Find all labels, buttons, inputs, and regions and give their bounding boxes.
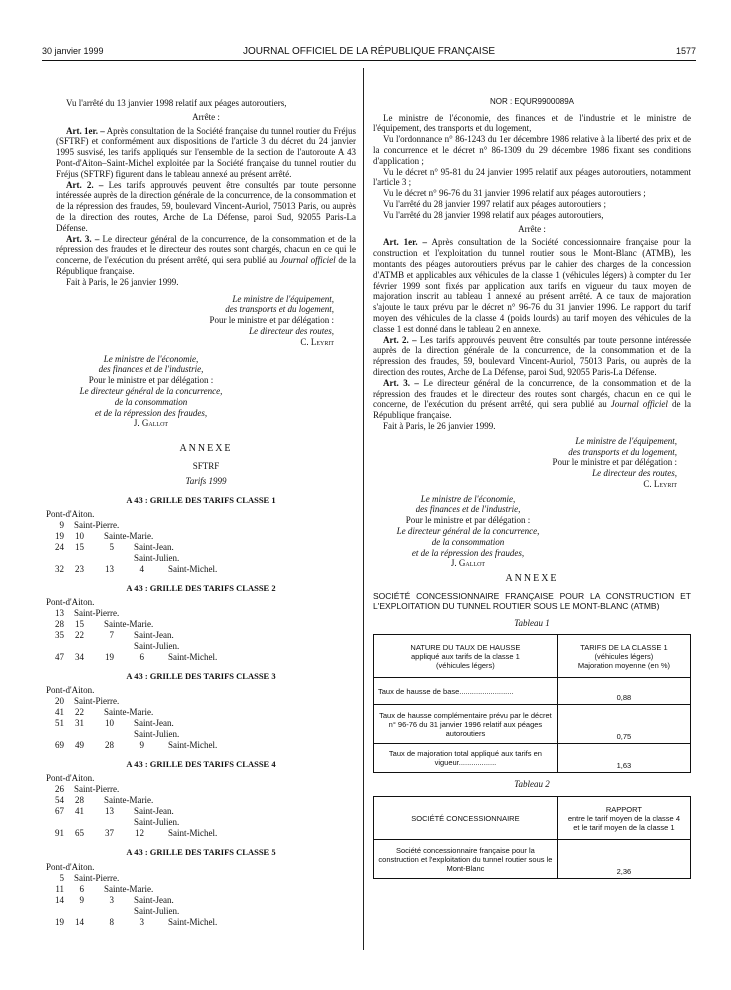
vu-clause: Vu l'ordonnance n° 86-1243 du 1er décembre 1986 relative à la liberté des prix et de la concurrence et le décret n° 86-1309 du 29 décembre 1986 fixant ses conditions d'application ; bbox=[373, 134, 691, 166]
grid-station: Saint-Pierre. bbox=[74, 608, 120, 619]
grid-tariff: 6 bbox=[79, 883, 84, 894]
grid-tariff: 15 bbox=[75, 541, 84, 552]
grid-station: Saint-Michel. bbox=[168, 916, 218, 927]
article-2-text: Les tarifs approuvés peuvent être consultés par toute personne intéressée auprès de la direction générale de la concurrence, de la consommation et de la répression des fraudes, 59, boulevard Vincent-Auriol, 75013 Paris, ou auprès de la direction des routes, Arche de La Défense, paroi Sud, 92055 Paris-La Défense. bbox=[56, 179, 356, 233]
table-row bbox=[374, 840, 691, 879]
grid-tariff: 13 bbox=[105, 563, 114, 574]
header-rule bbox=[42, 60, 696, 61]
arrete-heading: Arrête : bbox=[518, 223, 546, 234]
sftrf-heading: SFTRF bbox=[192, 461, 220, 472]
grid-row bbox=[46, 784, 356, 795]
grid-station: Saint-Pierre. bbox=[74, 784, 120, 795]
grid-station: Saint-Jean. bbox=[134, 718, 174, 729]
grid-tariff: 67 bbox=[55, 806, 64, 817]
grid-station: Sainte-Marie. bbox=[104, 707, 154, 718]
grid-row bbox=[46, 630, 356, 641]
annexe-heading: ANNEXE bbox=[505, 573, 559, 585]
row-label: Taux de majoration total appliqué aux tarifs en vigueur.................. bbox=[374, 744, 558, 773]
grid-tariff: 22 bbox=[75, 630, 84, 641]
grid-tariff: 31 bbox=[75, 718, 84, 729]
sig-line: Le ministre de l'équipement, bbox=[575, 435, 677, 446]
grid-tariff: 51 bbox=[55, 718, 64, 729]
grid-station: Pont-d'Aiton. bbox=[46, 597, 95, 608]
grid-tariff: 47 bbox=[55, 652, 64, 663]
tariff-grid-class-5 bbox=[46, 847, 356, 927]
grid-row bbox=[46, 597, 356, 608]
tariff-grid-class-2 bbox=[46, 583, 356, 663]
grid-tariff: 5 bbox=[59, 872, 64, 883]
signing-date: Fait à Paris, le 26 janvier 1999. bbox=[383, 420, 496, 431]
grid-tariff: 14 bbox=[75, 916, 84, 927]
signature-block-equipment bbox=[373, 436, 691, 490]
grid-row bbox=[46, 873, 356, 884]
sig-line: et de la répression des fraudes, bbox=[411, 547, 525, 558]
grid-station: Saint-Julien. bbox=[134, 552, 180, 563]
grid-station: Sainte-Marie. bbox=[104, 795, 154, 806]
article-3 bbox=[56, 234, 356, 277]
grid-tariff: 9 bbox=[139, 740, 144, 751]
article-1-label: Art. 1er. – bbox=[383, 237, 428, 248]
article-1 bbox=[373, 237, 691, 334]
grid-tariff: 3 bbox=[139, 916, 144, 927]
grid-tariff: 26 bbox=[55, 784, 64, 795]
grid-tariff: 32 bbox=[55, 563, 64, 574]
article-3 bbox=[373, 378, 691, 421]
intro-ministers: Le ministre de l'économie, des finances et de l'industrie et le ministre de l'équipement, des transports et du logement, bbox=[373, 112, 691, 134]
grid-station: Pont-d'Aiton. bbox=[46, 861, 95, 872]
article-3-text-a: Le directeur général de la concurrence, de la consommation et de la répression des fraudes et le directeur des routes sont chargés, chacun en ce qui le concerne, de l'exécution du présent arrêté, qui sera publié au bbox=[373, 377, 691, 410]
grid-station: Saint-Julien. bbox=[134, 817, 180, 828]
grid-tariff: 7 bbox=[109, 630, 114, 641]
grid-station: Saint-Michel. bbox=[168, 652, 218, 663]
header-line: entre le tarif moyen de la classe 4 bbox=[567, 813, 680, 823]
header-line: TARIFS DE LA CLASSE 1 bbox=[580, 642, 668, 652]
header-line: RAPPORT bbox=[605, 804, 642, 814]
grid-row bbox=[46, 608, 356, 619]
grid-station: Saint-Pierre. bbox=[74, 519, 120, 530]
grid-station: Saint-Jean. bbox=[134, 806, 174, 817]
header-cell bbox=[374, 635, 558, 678]
grid-row bbox=[46, 685, 356, 696]
table-header-row bbox=[374, 797, 691, 840]
grid-tariff: 24 bbox=[55, 541, 64, 552]
grid-tariff: 19 bbox=[55, 530, 64, 541]
grid-row bbox=[46, 718, 356, 729]
grid-station: Saint-Pierre. bbox=[74, 872, 120, 883]
grid-station: Saint-Julien. bbox=[134, 641, 180, 652]
article-2-label: Art. 2. – bbox=[66, 179, 104, 190]
arrete-heading: Arrête : bbox=[192, 111, 220, 122]
grid-tariff: 28 bbox=[55, 619, 64, 630]
sig-line: de la consommation bbox=[431, 536, 505, 547]
nor-reference: NOR : EQUR9900089A bbox=[489, 97, 575, 106]
grid-station: Saint-Michel. bbox=[168, 828, 218, 839]
row-label: Taux de hausse complémentaire prévu par le décret n° 96-76 du 31 janvier 1996 relatif aux péages autoroutiers bbox=[374, 705, 558, 744]
grid-tariff: 3 bbox=[109, 894, 114, 905]
header-line: appliqué aux tarifs de la classe 1 bbox=[411, 651, 520, 661]
vu-clause: Vu l'arrêté du 13 janvier 1998 relatif aux péages autoroutiers, bbox=[66, 98, 287, 108]
article-2-text: Les tarifs approuvés peuvent être consultés par toute personne intéressée auprès de la direction générale de la concurrence, de la consommation et de la répression des fraudes, 59, boulevard Vincent-Auriol, 75013 Paris, ou auprès de la direction des routes, Arche de La Défense, paroi Sud, 92055 Paris-La Défense. bbox=[373, 334, 692, 377]
sig-line: Pour le ministre et par délégation : bbox=[209, 315, 334, 326]
grid-tariff: 19 bbox=[55, 916, 64, 927]
header-line: Majoration moyenne (en %) bbox=[577, 660, 670, 670]
grid-station: Saint-Jean. bbox=[134, 894, 174, 905]
grid-station: Saint-Julien. bbox=[134, 905, 180, 916]
right-column bbox=[373, 97, 691, 879]
grid-tariff: 13 bbox=[105, 806, 114, 817]
grid-tariff: 15 bbox=[75, 619, 84, 630]
sig-line: et de la répression des fraudes, bbox=[94, 407, 208, 418]
grid-station: Pont-d'Aiton. bbox=[46, 508, 95, 519]
grid-tariff: 14 bbox=[55, 894, 64, 905]
row-value: 0,75 bbox=[557, 705, 690, 744]
article-1-label: Art. 1er. – bbox=[66, 125, 105, 136]
grid-tariff: 19 bbox=[105, 652, 114, 663]
page-header bbox=[42, 46, 696, 58]
grid-row bbox=[46, 542, 356, 553]
grid-row bbox=[46, 641, 356, 652]
grid-row bbox=[46, 553, 356, 564]
grid-row bbox=[46, 520, 356, 531]
signing-date: Fait à Paris, le 26 janvier 1999. bbox=[66, 276, 179, 287]
grid-tariff: 23 bbox=[75, 563, 84, 574]
vu-clause: Vu l'arrêté du 28 janvier 1998 relatif aux péages autoroutiers, bbox=[383, 209, 604, 220]
tariff-grid-class-1 bbox=[46, 495, 356, 575]
header-cell bbox=[557, 635, 690, 678]
sig-line: des transports et du logement, bbox=[568, 446, 677, 457]
grid-row bbox=[46, 564, 356, 575]
article-1-text: Après consultation de la Société française du tunnel routier du Fréjus (SFTRF) et conformément aux dispositions de l'article 3 du décret du 24 janvier 1995 susvisé, les tarifs appliqués sur l'ensemble de la section de l'autoroute A 43 Pont-d'Aiton–Saint-Michel exploitée par la Société française du tunnel routier du Fréjus (SFTRF) figurent dans le tableau annexé au présent arrêté. bbox=[56, 125, 356, 179]
grid-tariff: 65 bbox=[75, 828, 84, 839]
table-2 bbox=[373, 796, 691, 879]
grid-tariff: 34 bbox=[75, 652, 84, 663]
row-label: Société concessionnaire française pour la construction et l'exploitation du tunnel routier sous le Mont-Blanc bbox=[374, 840, 558, 879]
grid-row bbox=[46, 795, 356, 806]
grid-row bbox=[46, 729, 356, 740]
sig-line: Pour le ministre et par délégation : bbox=[88, 375, 214, 386]
signatory-name: J. Gallot bbox=[133, 418, 169, 429]
grid-row bbox=[46, 895, 356, 906]
grid-row bbox=[46, 884, 356, 895]
vu-clause: Vu le décret n° 96-76 du 31 janvier 1996 relatif aux péages autoroutiers ; bbox=[383, 188, 646, 199]
signatory-name: J. Gallot bbox=[450, 558, 486, 569]
grid-tariff: 28 bbox=[75, 795, 84, 806]
grid-station: Saint-Michel. bbox=[168, 740, 218, 751]
article-3-label: Art. 3. – bbox=[66, 233, 100, 244]
column-divider bbox=[363, 68, 364, 950]
grid-row bbox=[46, 773, 356, 784]
issue-date: 30 janvier 1999 bbox=[42, 46, 104, 56]
grid-row bbox=[46, 696, 356, 707]
sig-line: Le directeur général de la concurrence, bbox=[396, 526, 540, 537]
row-value: 1,63 bbox=[557, 744, 690, 773]
grid-title: A 43 : GRILLE DES TARIFS CLASSE 4 bbox=[126, 759, 276, 770]
grid-row bbox=[46, 619, 356, 630]
grid-title: A 43 : GRILLE DES TARIFS CLASSE 1 bbox=[126, 494, 276, 505]
grid-tariff: 6 bbox=[139, 652, 144, 663]
signatory-name: C. Leyrit bbox=[643, 478, 677, 489]
left-column bbox=[46, 98, 357, 928]
grid-station: Sainte-Marie. bbox=[104, 530, 154, 541]
sig-line: Le directeur des routes, bbox=[249, 325, 334, 336]
grid-tariff: 12 bbox=[135, 828, 144, 839]
table-row bbox=[374, 744, 691, 773]
article-1-text: Après consultation de la Société concessionnaire française pour la construction et l'exploitation du tunnel routier sous le Mont-Blanc (ATMB), les montants des péages autoroutiers prévus par le cahier des charges de la concession d'ATMB et applicables aux véhicules de la classe 1 (véhicules légers) à compter du 1er février 1999 sont fixés par application aux tarifs en vigueur du taux moyen de majoration inscrit au tableau 1 annexé au présent arrêté. A ce taux de majoration s'ajoute le taux prévu par le décret n° 96-76 du 31 janvier 1996. Le rapport du tarif moyen des véhicules de la classe 4 (poids lourds) au tarif moyen des véhicules de la classe 1 est donné dans le tableau 2 en annexe. bbox=[373, 237, 691, 334]
sig-line: des transports et du logement, bbox=[225, 304, 334, 315]
article-3-text-b: de la République française. bbox=[56, 255, 357, 276]
sig-line: Le directeur général de la concurrence, bbox=[79, 385, 223, 396]
table-row bbox=[374, 705, 691, 744]
journal-officiel-ref: Journal officiel bbox=[610, 399, 668, 410]
grid-row bbox=[46, 817, 356, 828]
grid-station: Sainte-Marie. bbox=[104, 883, 154, 894]
grid-title: A 43 : GRILLE DES TARIFS CLASSE 5 bbox=[126, 847, 276, 858]
sig-line: Pour le ministre et par délégation : bbox=[405, 515, 531, 526]
grid-row bbox=[46, 828, 356, 839]
grid-tariff: 91 bbox=[55, 828, 64, 839]
article-3-label: Art. 3. – bbox=[383, 377, 419, 388]
grid-row bbox=[46, 917, 356, 928]
annexe-heading: ANNEXE bbox=[179, 443, 233, 455]
company-heading: SOCIÉTÉ CONCESSIONNAIRE FRANÇAISE POUR LA CONSTRUCTION ET L'EXPLOITATION DU TUNNEL ROUTIER SOUS LE MONT-BLANC (ATMB) bbox=[373, 591, 691, 612]
grid-tariff: 9 bbox=[59, 519, 64, 530]
signature-block-economy bbox=[373, 494, 563, 570]
signature-block-equipment bbox=[56, 294, 356, 348]
article-1 bbox=[56, 126, 356, 180]
grid-tariff: 69 bbox=[55, 740, 64, 751]
header-line: et le tarif moyen de la classe 1 bbox=[573, 822, 675, 832]
table-row bbox=[374, 678, 691, 705]
header-line: (véhicules légers) bbox=[594, 651, 654, 661]
article-2 bbox=[373, 335, 691, 378]
grid-tariff: 37 bbox=[105, 828, 114, 839]
grid-tariff: 9 bbox=[79, 894, 84, 905]
sig-line: des finances et de l'industrie, bbox=[415, 504, 521, 515]
tariff-grid-class-4 bbox=[46, 759, 356, 839]
grid-station: Saint-Pierre. bbox=[74, 696, 120, 707]
grid-tariff: 11 bbox=[55, 883, 64, 894]
grid-tariff: 35 bbox=[55, 630, 64, 641]
table-header-row bbox=[374, 635, 691, 678]
grid-tariff: 54 bbox=[55, 795, 64, 806]
grid-row bbox=[46, 862, 356, 873]
grid-row bbox=[46, 740, 356, 751]
grid-row bbox=[46, 906, 356, 917]
grid-tariff: 20 bbox=[55, 696, 64, 707]
grid-tariff: 5 bbox=[109, 541, 114, 552]
header-cell: SOCIÉTÉ CONCESSIONNAIRE bbox=[374, 797, 558, 840]
grid-tariff: 49 bbox=[75, 740, 84, 751]
grid-tariff: 28 bbox=[105, 740, 114, 751]
row-label: Taux de hausse de base.......................... bbox=[374, 678, 558, 705]
grid-tariff: 13 bbox=[55, 608, 64, 619]
grid-title: A 43 : GRILLE DES TARIFS CLASSE 3 bbox=[126, 671, 276, 682]
header-line: (véhicules légers) bbox=[436, 660, 495, 670]
row-value: 2,36 bbox=[557, 840, 690, 879]
article-3-text-a: Le directeur général de la concurrence, de la consommation et de la répression des fraudes et le directeur des routes sont chargés, chacun en ce qui le concerne, de l'exécution du présent arrêté, qui sera publié au bbox=[56, 233, 356, 266]
row-value: 0,88 bbox=[557, 678, 690, 705]
grid-tariff: 41 bbox=[55, 707, 64, 718]
grid-row bbox=[46, 652, 356, 663]
grid-tariff: 41 bbox=[75, 806, 84, 817]
tarifs-heading: Tarifs 1999 bbox=[185, 475, 227, 486]
grid-tariff: 10 bbox=[75, 530, 84, 541]
sig-line: de la consommation bbox=[114, 396, 188, 407]
grid-tariff: 10 bbox=[105, 718, 114, 729]
grid-station: Pont-d'Aiton. bbox=[46, 773, 95, 784]
grid-row bbox=[46, 509, 356, 520]
grid-row bbox=[46, 707, 356, 718]
grid-station: Saint-Jean. bbox=[134, 541, 174, 552]
grid-row bbox=[46, 531, 356, 542]
grid-tariff: 4 bbox=[139, 563, 144, 574]
grid-tariff: 22 bbox=[75, 707, 84, 718]
article-2 bbox=[56, 180, 356, 234]
sig-line: Pour le ministre et par délégation : bbox=[552, 457, 677, 468]
grid-station: Sainte-Marie. bbox=[104, 619, 154, 630]
grid-station: Pont-d'Aiton. bbox=[46, 685, 95, 696]
header-cell bbox=[557, 797, 690, 840]
article-3-text-b: de la République française. bbox=[373, 399, 692, 421]
journal-officiel-ref: Journal officiel bbox=[279, 255, 336, 266]
grid-station: Saint-Julien. bbox=[134, 729, 180, 740]
journal-title: JOURNAL OFFICIEL DE LA RÉPUBLIQUE FRANÇAISE bbox=[242, 46, 496, 57]
vu-clause: Vu le décret n° 95-81 du 24 janvier 1995 relatif aux péages autoroutiers, notamment l'article 3 ; bbox=[373, 166, 691, 188]
signatory-name: C. Leyrit bbox=[300, 336, 334, 347]
grid-tariff: 8 bbox=[109, 916, 114, 927]
sig-line: des finances et de l'industrie, bbox=[98, 364, 204, 375]
table-1 bbox=[373, 634, 691, 773]
signature-block-economy bbox=[56, 354, 246, 430]
grid-station: Saint-Jean. bbox=[134, 630, 174, 641]
table-2-caption: Tableau 2 bbox=[514, 779, 550, 790]
grid-station: Saint-Michel. bbox=[168, 563, 218, 574]
vu-clause: Vu l'arrêté du 28 janvier 1997 relatif aux péages autoroutiers ; bbox=[383, 198, 607, 209]
tariff-grids bbox=[46, 495, 356, 928]
sig-line: Le ministre de l'économie, bbox=[103, 353, 199, 364]
sig-line: Le ministre de l'économie, bbox=[420, 493, 516, 504]
grid-title: A 43 : GRILLE DES TARIFS CLASSE 2 bbox=[126, 582, 276, 593]
article-2-label: Art. 2. – bbox=[383, 334, 417, 345]
grid-row bbox=[46, 806, 356, 817]
sig-line: Le directeur des routes, bbox=[592, 468, 677, 479]
page-number: 1577 bbox=[675, 46, 696, 56]
header-line: NATURE DU TAUX DE HAUSSE bbox=[410, 642, 521, 652]
tariff-grid-class-3 bbox=[46, 671, 356, 751]
table-1-caption: Tableau 1 bbox=[514, 617, 550, 628]
sig-line: Le ministre de l'équipement, bbox=[232, 293, 334, 304]
